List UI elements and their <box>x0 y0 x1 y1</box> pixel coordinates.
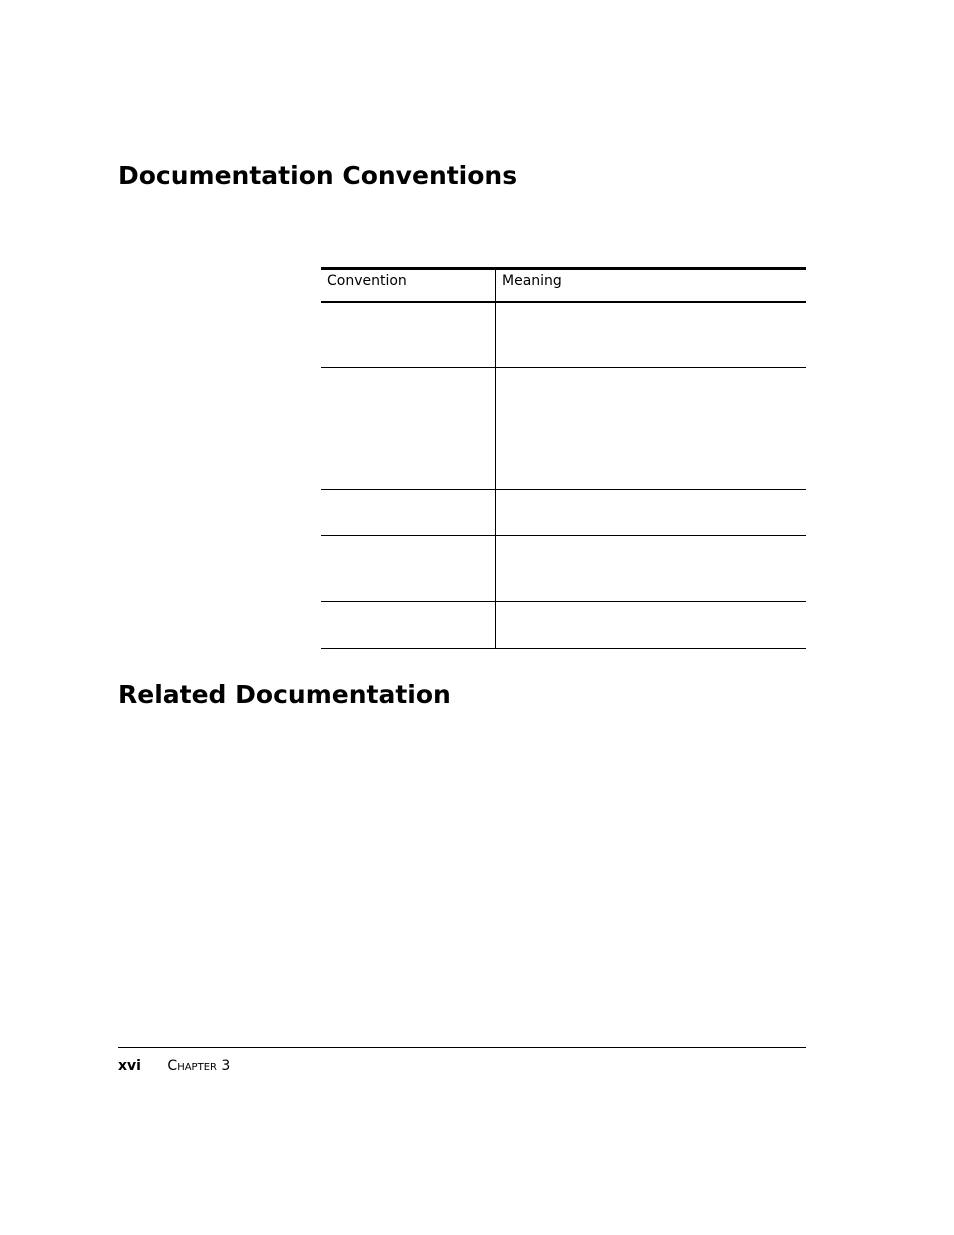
table-row <box>321 489 806 535</box>
table-row <box>321 367 806 489</box>
heading-documentation-conventions: Documentation Conventions <box>118 161 518 190</box>
page-number: xvi <box>118 1058 141 1074</box>
table-header-row <box>321 269 806 303</box>
cell-convention <box>321 601 496 648</box>
conventions-table <box>321 267 806 649</box>
table-row <box>321 535 806 601</box>
table-row <box>321 601 806 648</box>
cell-meaning <box>496 302 807 367</box>
cell-meaning <box>496 601 807 648</box>
chapter-label: Chapter 3 <box>167 1058 231 1074</box>
cell-convention <box>321 489 496 535</box>
footer-divider <box>118 1047 806 1048</box>
table-row <box>321 302 806 367</box>
cell-convention <box>321 535 496 601</box>
heading-related-documentation: Related Documentation <box>118 680 451 709</box>
cell-convention <box>321 302 496 367</box>
cell-meaning <box>496 367 807 489</box>
column-header-meaning: Meaning <box>496 269 807 303</box>
column-header-convention: Convention <box>321 269 496 303</box>
cell-meaning <box>496 535 807 601</box>
page-footer <box>118 1056 230 1076</box>
cell-meaning <box>496 489 807 535</box>
cell-convention <box>321 367 496 489</box>
